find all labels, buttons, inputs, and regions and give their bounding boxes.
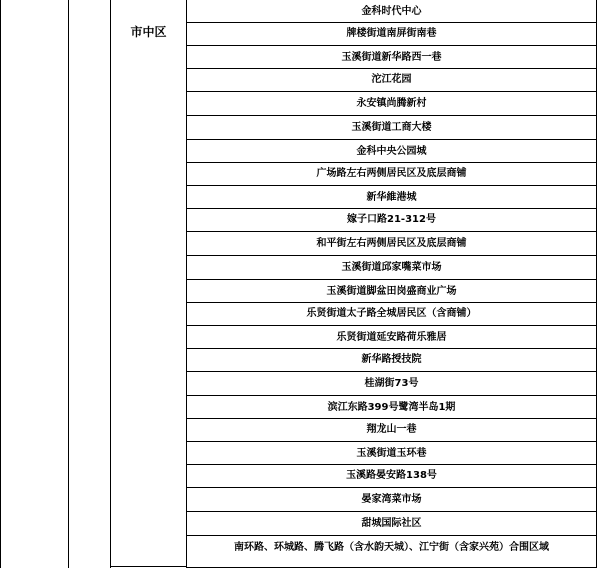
table-row: 乐贤街道太子路全城居民区（含商铺） (187, 302, 596, 326)
table-row: 沱江花园 (187, 68, 596, 92)
table-row: 牌楼街道南屏街南巷 (187, 22, 596, 46)
table-row: 金科时代中心 (187, 0, 596, 23)
table-row: 玉溪街道玉环巷 (187, 442, 596, 465)
table-row: 玉溪街道新华路西一巷 (187, 46, 596, 69)
table-row-divider (110, 566, 187, 567)
table-row: 新华路授技院 (187, 348, 596, 372)
table-row: 玉溪路晏安路138号 (187, 464, 596, 488)
table-row: 甜城国际社区 (187, 512, 596, 536)
table-border-right (596, 0, 597, 568)
table-row: 玉溪街道工商大楼 (187, 116, 596, 140)
table-row: 新华維港城 (187, 186, 596, 209)
table-row: 翔龙山一巷 (187, 418, 596, 442)
table-row: 玉溪街道邱家嘴菜市场 (187, 256, 596, 280)
table-row: 晏家湾菜市场 (187, 488, 596, 512)
table-row: 滨江东路399号鹭湾半岛1期 (187, 396, 596, 419)
table-border-left (0, 0, 1, 568)
table-row: 桂湖街73号 (187, 372, 596, 396)
table-row: 和平街左右两侧居民区及底层商铺 (187, 232, 596, 256)
table-column-divider (68, 0, 69, 568)
table-row: 南环路、环城路、腾飞路（含水韵天城）、江宁街（含家兴苑）合围区域 (187, 536, 596, 568)
table-row: 玉溪街道脚盆田岗盛商业广场 (187, 280, 596, 303)
table-row: 乐贤街道延安路荷乐雅居 (187, 326, 596, 349)
table-row: 广场路左右两侧居民区及底层商铺 (187, 162, 596, 186)
table-row: 永安镇尚腾新村 (187, 92, 596, 116)
table-row: 金科中央公园城 (187, 140, 596, 163)
table-column-divider (110, 0, 111, 568)
district-cell: 市中区 (130, 25, 167, 39)
table-row: 嫁子口路21-312号 (187, 208, 596, 232)
location-list (187, 0, 596, 568)
